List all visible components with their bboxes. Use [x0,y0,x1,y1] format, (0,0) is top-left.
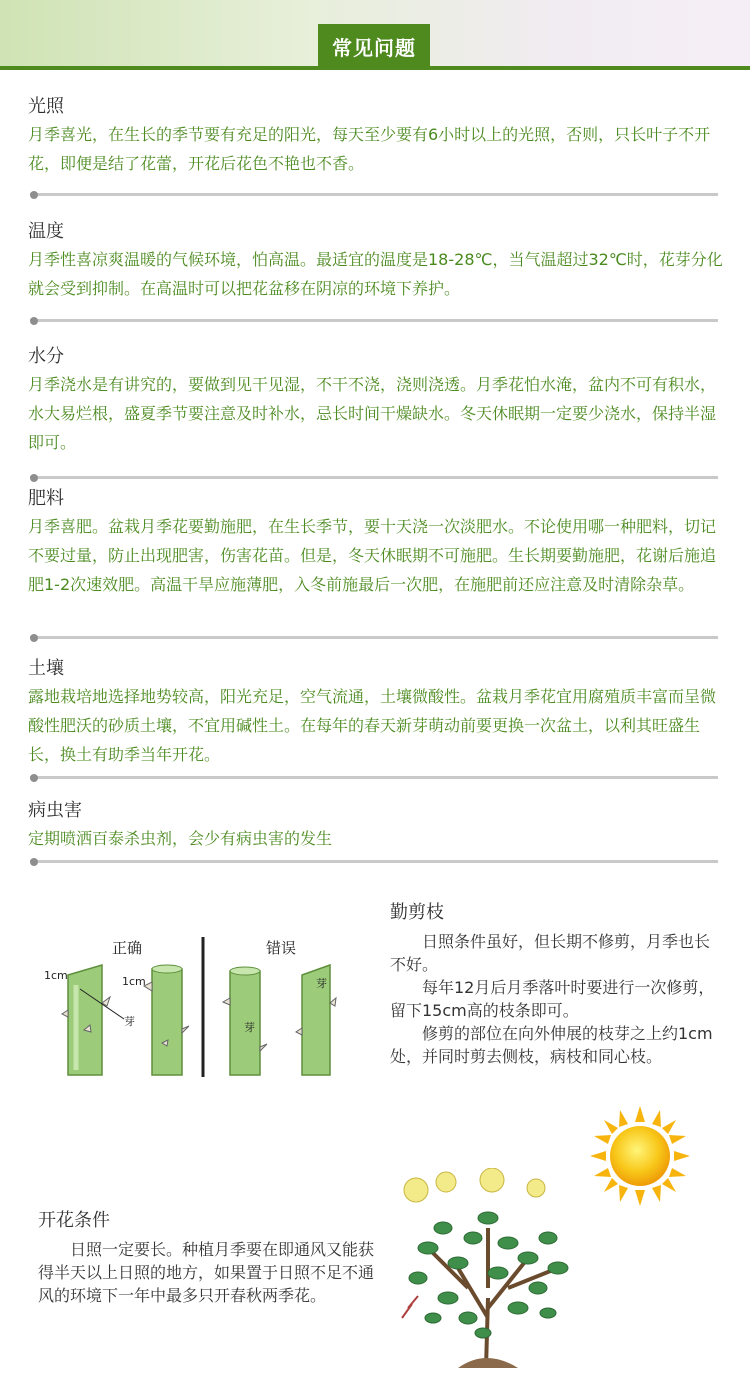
wrong-label: 错误 [266,939,297,957]
pruning-paragraph: 日照条件虽好，但长期不修剪，月季也长不好。 [390,932,711,974]
divider [30,476,718,479]
divider [30,776,718,779]
cm-label: 1cm [44,969,68,982]
section-body: 月季浇水是有讲究的，要做到见干见湿，不干不浇，浇则浇透。月季花怕水淹，盆内不可有积水，水大易烂根，盛夏季节要注意及时补水，忌长时间干燥缺水。冬天休眠期一定要少浇水，保持半湿即可。 [28,375,717,452]
page-title: 常见问题 [318,24,430,68]
flowering-title: 开花条件 [38,1210,110,1231]
sun-icon [588,1104,692,1208]
pruning-paragraph: 每年12月后月季落叶时要进行一次修剪，留下15cm高的枝条即可。 [390,978,715,1020]
section-title: 土壤 [28,658,64,679]
bud-label: 芽 [316,977,327,990]
rose-bush-illustration [388,1168,584,1374]
correct-label: 正确 [112,939,143,957]
section-fertilizer [28,486,728,599]
section-body: 定期喷洒百泰杀虫剂，会少有病虫害的发生 [28,829,333,848]
bud-label: 芽 [244,1021,255,1034]
section-water [28,344,728,457]
cm-label: 1cm [122,975,146,988]
section-pests [28,798,728,853]
flowering-paragraph: 日照一定要长。种植月季要在即通风又能获得半天以上日照的地方，如果置于日照不足不通风的环境下一年中最多只开春秋两季花。 [38,1240,375,1305]
pruning-block [390,900,720,1068]
section-temperature [28,219,728,303]
header-underline [0,66,750,70]
section-title: 温度 [28,221,64,242]
stem-cut-diagram [40,925,370,1085]
divider [30,319,718,322]
section-title: 病虫害 [28,800,82,821]
section-soil [28,656,728,769]
divider [30,860,718,863]
divider [30,193,718,196]
section-body: 露地栽培地选择地势较高，阳光充足，空气流通，土壤微酸性。盆栽月季花宜用腐殖质丰富而呈微酸性肥沃的砂质土壤，不宜用碱性土。在每年的春天新芽萌动前要更换一次盆土，以利其旺盛生长，换土有助季当年开花。 [28,687,717,764]
section-body: 月季喜光，在生长的季节要有充足的阳光，每天至少要有6小时以上的光照，否则，只长叶子不开花，即便是结了花蕾，开花后花色不艳也不香。 [28,125,711,173]
section-title: 水分 [28,346,64,367]
divider [30,636,718,639]
section-title: 肥料 [28,488,64,509]
flowering-block [38,1208,378,1307]
pruning-title: 勤剪枝 [390,902,444,923]
section-light [28,94,728,178]
bud-label: 芽 [124,1015,135,1028]
section-body: 月季喜肥。盆栽月季花要勤施肥，在生长季节，要十天浇一次淡肥水。不论使用哪一种肥料，切记不要过量，防止出现肥害，伤害花苗。但是，冬天休眠期不可施肥。生长期要勤施肥，花谢后施追肥1-2次速效肥。高温干旱应施薄肥，入冬前施最后一次肥，在施肥前还应注意及时清除杂草。 [28,517,717,594]
section-title: 光照 [28,96,64,117]
pruning-paragraph: 修剪的部位在向外伸展的枝芽之上约1cm处，并同时剪去侧枝，病枝和同心枝。 [390,1024,713,1066]
section-body: 月季性喜凉爽温暖的气候环境，怕高温。最适宜的温度是18-28℃，当气温超过32℃时，花芽分化就会受到抑制。在高温时可以把花盆移在阴凉的环境下养护。 [28,250,723,298]
